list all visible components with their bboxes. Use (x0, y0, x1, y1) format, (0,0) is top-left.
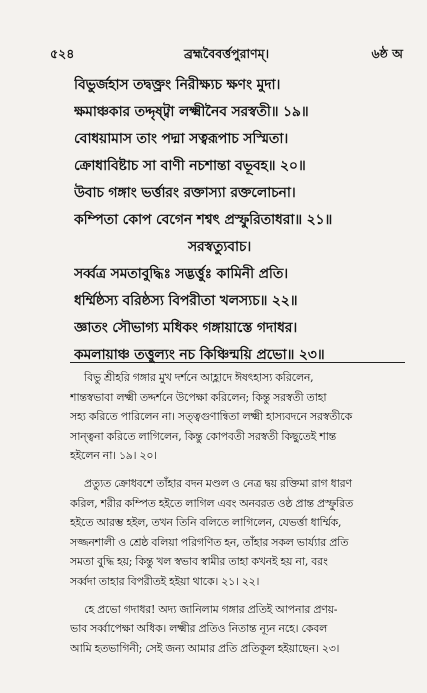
prose-line: সহ্য করিতে পারিলেন না। সত্ত্বগুণান্বিতা লক্ষ্মী হাস্যবদনে সরস্বতীকে (70, 410, 353, 424)
prose-line: হে প্রভো গদাধর! অদ্য জানিলাম গঙ্গার প্রতিই আপনার প্রণয়- (84, 602, 338, 616)
verse-line: ক্ষমাঞ্চকার তদ্দৃষ্ট্বা লক্ষ্মীনৈব সরস্বতী॥ ১৯॥ (74, 104, 309, 120)
prose-line: আমি হতভাগিনী; সেই জন্য আমার প্রতি প্রতিকূল হইয়াছেন। ২৩। (70, 641, 340, 655)
prose-line: সান্ত্বনা করিতে লাগিলেন, কিন্তু কোপবতী সরস্বতী কিছুতেই শান্ত (70, 429, 336, 443)
verse-line: সর্ব্বত্র সমতাবুদ্ধিঃ সদ্ভর্ত্তুঃ কামিনী প্রতি। (74, 266, 288, 282)
verse-line: জ্ঞাতং সৌভাগ্য মধিকং গঙ্গায়াস্তে গদাধর। (74, 320, 298, 336)
verse-line: বোধয়ামাস তাং পদ্মা সত্বরূপাচ সস্মিতা। (74, 131, 289, 147)
prose-line: সজ্জনশালী ও শ্রেষ্ঠ বলিয়া পরিগণিত হন, তাঁহার সকল ভার্য্যার প্রতি (70, 535, 349, 549)
prose-line: সর্ব্বদা তাহার বিপরীতই হইয়া থাকে। ২১। ২২। (70, 574, 260, 588)
section-marker: ৬ষ্ঠ অ (371, 46, 403, 61)
prose-line: ভাব সর্ব্বাপেক্ষা অধিক। লক্ষ্মীর প্রতিও নিতান্ত ন্যূন নহে। কেবল (70, 622, 328, 636)
page-number: ৫২৪ (50, 46, 75, 61)
bengali-translation (70, 368, 405, 658)
prose-line: শান্তস্বভাবা লক্ষ্মী তদ্দর্শনে উপেক্ষা করিলেন; কিন্তু সরস্বতী তাহা (70, 390, 327, 404)
verse-line: কম্পিতা কোপ বেগেন শশ্বৎ প্রস্ফুরিতাধরা॥ ২১॥ (74, 212, 333, 228)
book-title: ব্রহ্মবৈবর্ত্তপুরাণম্। (183, 46, 270, 61)
prose-line: করিল, শরীর কম্পিত হইতে লাগিল এবং অনবরত ওষ্ঠ প্রান্ত প্রস্ফুরিত (70, 496, 353, 510)
sanskrit-verses (74, 72, 405, 369)
running-header (50, 46, 403, 66)
translation-paragraph (70, 368, 405, 466)
prose-line: হইলেন না। ১৯। ২০। (70, 449, 157, 463)
prose-line: সমতা বুদ্ধি হয়; কিন্তু খল স্বভাব স্বামীর তাহা কখনই হয় না, বরং (70, 555, 328, 569)
translation-paragraph (70, 474, 405, 592)
prose-line: বিভু শ্রীহরি গঙ্গার মুখ দর্শনে আহ্লাদে ঈষৎহাস্য করিলেন, (84, 371, 314, 384)
verse-line: ক্রোধাবিষ্টাচ সা বাণী নচশান্তা বভূবহ॥ ২০॥ (74, 158, 306, 174)
speaker-heading: সরস্বত্যুবাচ। (187, 239, 252, 255)
prose-line: হইতে আরম্ভ হইল, তখন তিনি বলিতে লাগিলেন, যেভর্ত্তা ধার্ম্মিক, (70, 516, 342, 530)
section-divider (70, 362, 405, 363)
verse-line: ধর্ম্মিষ্ঠস্য বরিষ্ঠস্য বিপরীতা খলস্যচ॥ ২২॥ (74, 293, 298, 309)
translation-paragraph (70, 600, 405, 659)
verse-line: বিভুর্জহাস তদ্বক্ত্রং নিরীক্ষ্যচ ক্ষণং মুদা। (74, 77, 281, 93)
verse-line: কমলায়াঞ্চ তত্তুল্যং নচ কিঞ্চিন্ময়ি প্রভো॥ ২৩॥ (74, 347, 325, 363)
verse-line: উবাচ গঙ্গাং ভর্ত্তারং রক্তাস্যা রক্তলোচনা। (74, 185, 296, 201)
prose-line: প্রত্যুত ক্রোধবশে তাঁহার বদন মণ্ডল ও নেত্র দ্বয় রক্তিমা রাগ ধারণ (84, 476, 352, 490)
